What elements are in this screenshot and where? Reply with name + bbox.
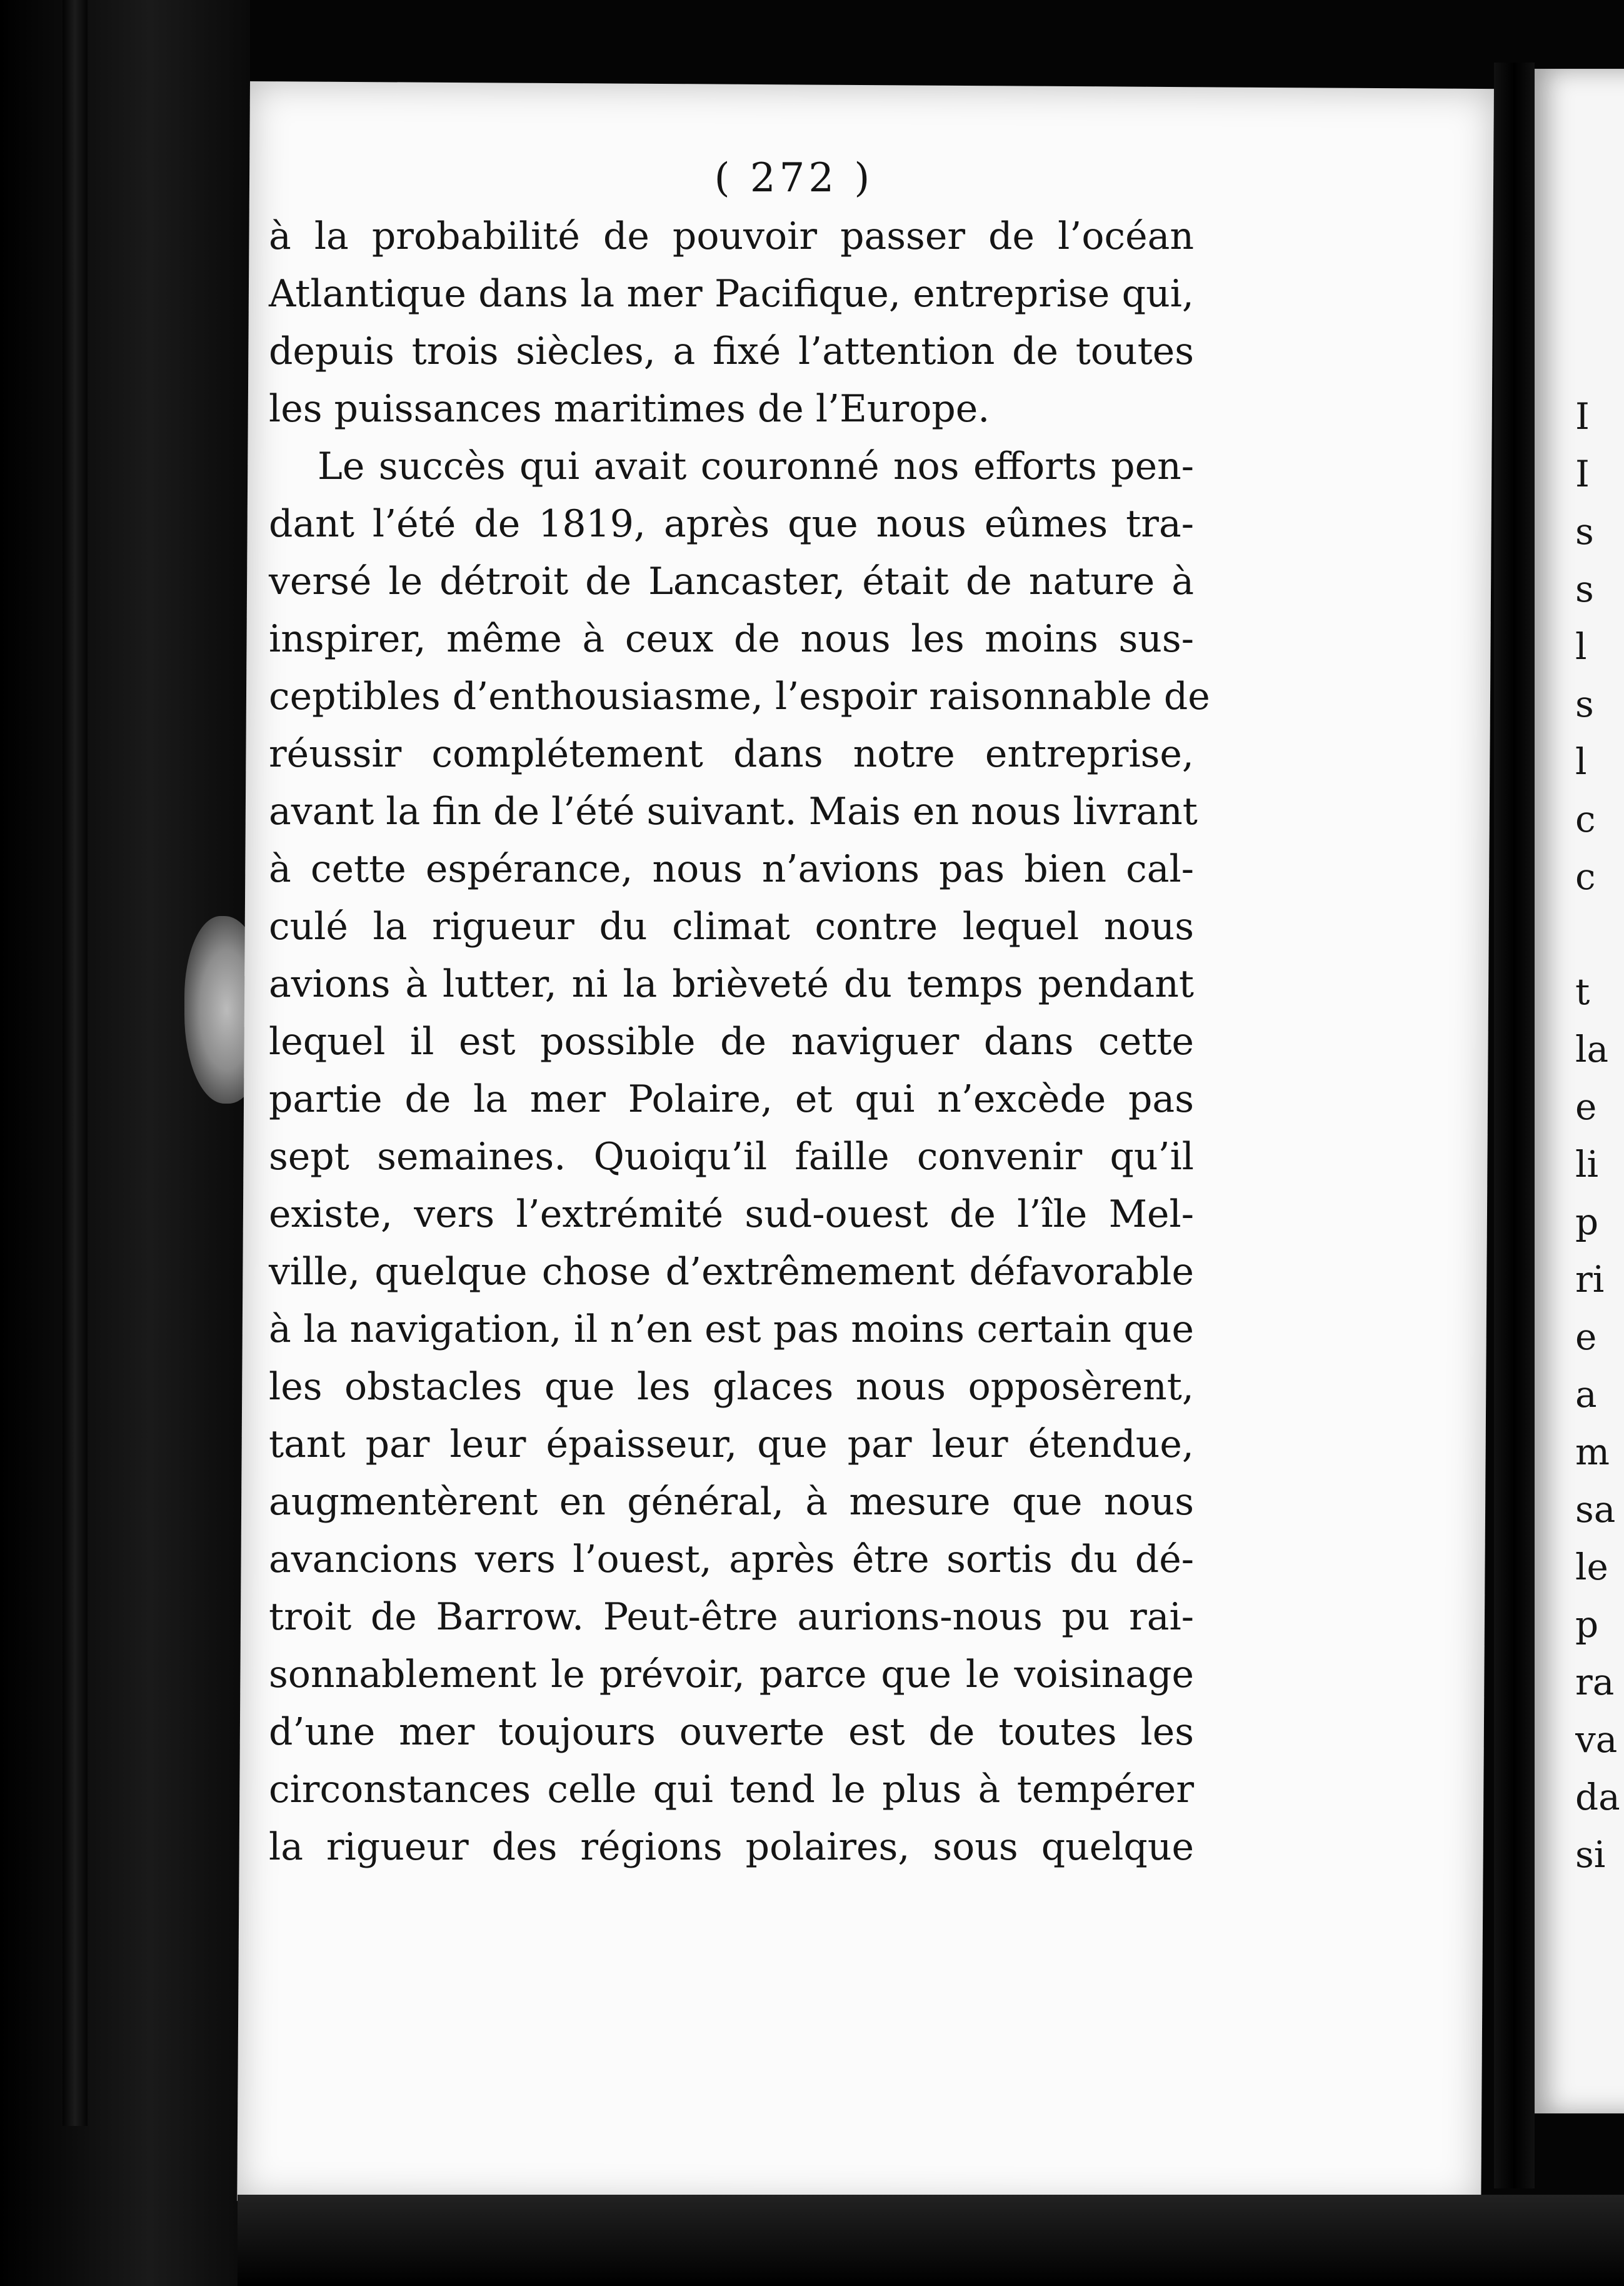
- facing-fragment: t: [1575, 970, 1590, 1013]
- facing-fragment: li: [1575, 1143, 1599, 1186]
- page-body: [269, 155, 1210, 1876]
- text-line: avant la fin de l’été suivant. Mais en nous livrant: [269, 790, 1198, 834]
- facing-fragment: ri: [1575, 1258, 1605, 1301]
- facing-fragment: c: [1575, 798, 1596, 840]
- text-line: avions à lutter, ni la brièveté du temps pendant: [269, 962, 1194, 1007]
- text-line: dant l’été de 1819, après que nous eûmes tra-: [269, 502, 1194, 546]
- facing-fragment: l: [1575, 740, 1587, 783]
- text-line: partie de la mer Polaire, et qui n’excède pas: [269, 1077, 1194, 1122]
- text-line: sept semaines. Quoiqu’il faille convenir qu’il: [269, 1135, 1194, 1179]
- facing-fragment: sa: [1575, 1488, 1616, 1531]
- text-line: avancions vers l’ouest, après être sortis du dé-: [269, 1538, 1194, 1582]
- text-line: existe, vers l’extrémité sud-ouest de l’île Mel-: [269, 1192, 1194, 1237]
- text-line: augmentèrent en général, à mesure que nous: [269, 1480, 1194, 1524]
- facing-fragment: le: [1575, 1546, 1608, 1588]
- text-line: inspirer, même à ceux de nous les moins sus-: [269, 617, 1194, 662]
- page-number: ( 272 ): [714, 155, 874, 201]
- text-line: réussir complétement dans notre entreprise,: [269, 732, 1194, 777]
- facing-fragment: a: [1575, 1373, 1597, 1416]
- facing-fragment: l: [1575, 625, 1587, 668]
- text-line: lequel il est possible de naviguer dans cette: [269, 1020, 1194, 1064]
- facing-fragment: e: [1575, 1316, 1597, 1358]
- text-line: tant par leur épaisseur, que par leur étendue,: [269, 1422, 1194, 1467]
- facing-fragment: si: [1575, 1833, 1606, 1876]
- text-line: versé le détroit de Lancaster, était de nature à: [269, 560, 1194, 604]
- facing-fragment: ra: [1575, 1661, 1615, 1703]
- facing-fragment: [1575, 905, 1624, 963]
- spine-edge: [63, 0, 88, 2126]
- text-line: les obstacles que les glaces nous opposèrent,: [269, 1365, 1194, 1409]
- text-line: sonnablement le prévoir, parce que le voisinage: [269, 1653, 1194, 1697]
- text-line: la rigueur des régions polaires, sous quelque: [269, 1825, 1194, 1870]
- facing-fragment: I: [1575, 395, 1590, 438]
- text-line: Le succès qui avait couronné nos efforts pen-: [318, 445, 1194, 489]
- text-line: ville, quelque chose d’extrêmement défavorable: [269, 1250, 1194, 1294]
- text-line: Atlantique dans la mer Pacifique, entreprise qui,: [269, 272, 1194, 316]
- text-line: à la probabilité de pouvoir passer de l’océan: [269, 214, 1194, 259]
- text-line: les puissances maritimes de l’Europe.: [269, 387, 990, 431]
- facing-fragment: m: [1575, 1431, 1610, 1473]
- text-line: troit de Barrow. Peut-être aurions-nous pu rai-: [269, 1595, 1194, 1639]
- facing-fragment: va: [1575, 1718, 1618, 1761]
- book-spine-shadow: [0, 0, 250, 2286]
- text-line: à cette espérance, nous n’avions pas bien cal-: [269, 847, 1194, 892]
- text-line: d’une mer toujours ouverte est de toutes les: [269, 1710, 1194, 1755]
- text-line: à la navigation, il n’en est pas moins certain que: [269, 1307, 1194, 1352]
- facing-page-text-fragments: [1575, 388, 1624, 1883]
- facing-fragment: I: [1575, 453, 1590, 495]
- facing-fragment: s: [1575, 510, 1594, 553]
- page-gutter: [1494, 63, 1535, 2188]
- facing-fragment: p: [1575, 1201, 1599, 1243]
- facing-fragment: la: [1575, 1028, 1609, 1070]
- bottom-shadow: [238, 2195, 1624, 2286]
- facing-fragment: c: [1575, 855, 1596, 898]
- text-line: depuis trois siècles, a fixé l’attention de toutes: [269, 330, 1194, 374]
- text-line: circonstances celle qui tend le plus à tempérer: [269, 1768, 1194, 1812]
- facing-fragment: s: [1575, 683, 1594, 725]
- facing-fragment: p: [1575, 1603, 1599, 1646]
- facing-fragment: s: [1575, 568, 1594, 610]
- text-line: ceptibles d’enthousiasme, l’espoir raisonnable de: [269, 675, 1210, 719]
- text-line: culé la rigueur du climat contre lequel nous: [269, 905, 1194, 949]
- facing-fragment: da: [1575, 1776, 1620, 1818]
- facing-fragment: e: [1575, 1085, 1597, 1128]
